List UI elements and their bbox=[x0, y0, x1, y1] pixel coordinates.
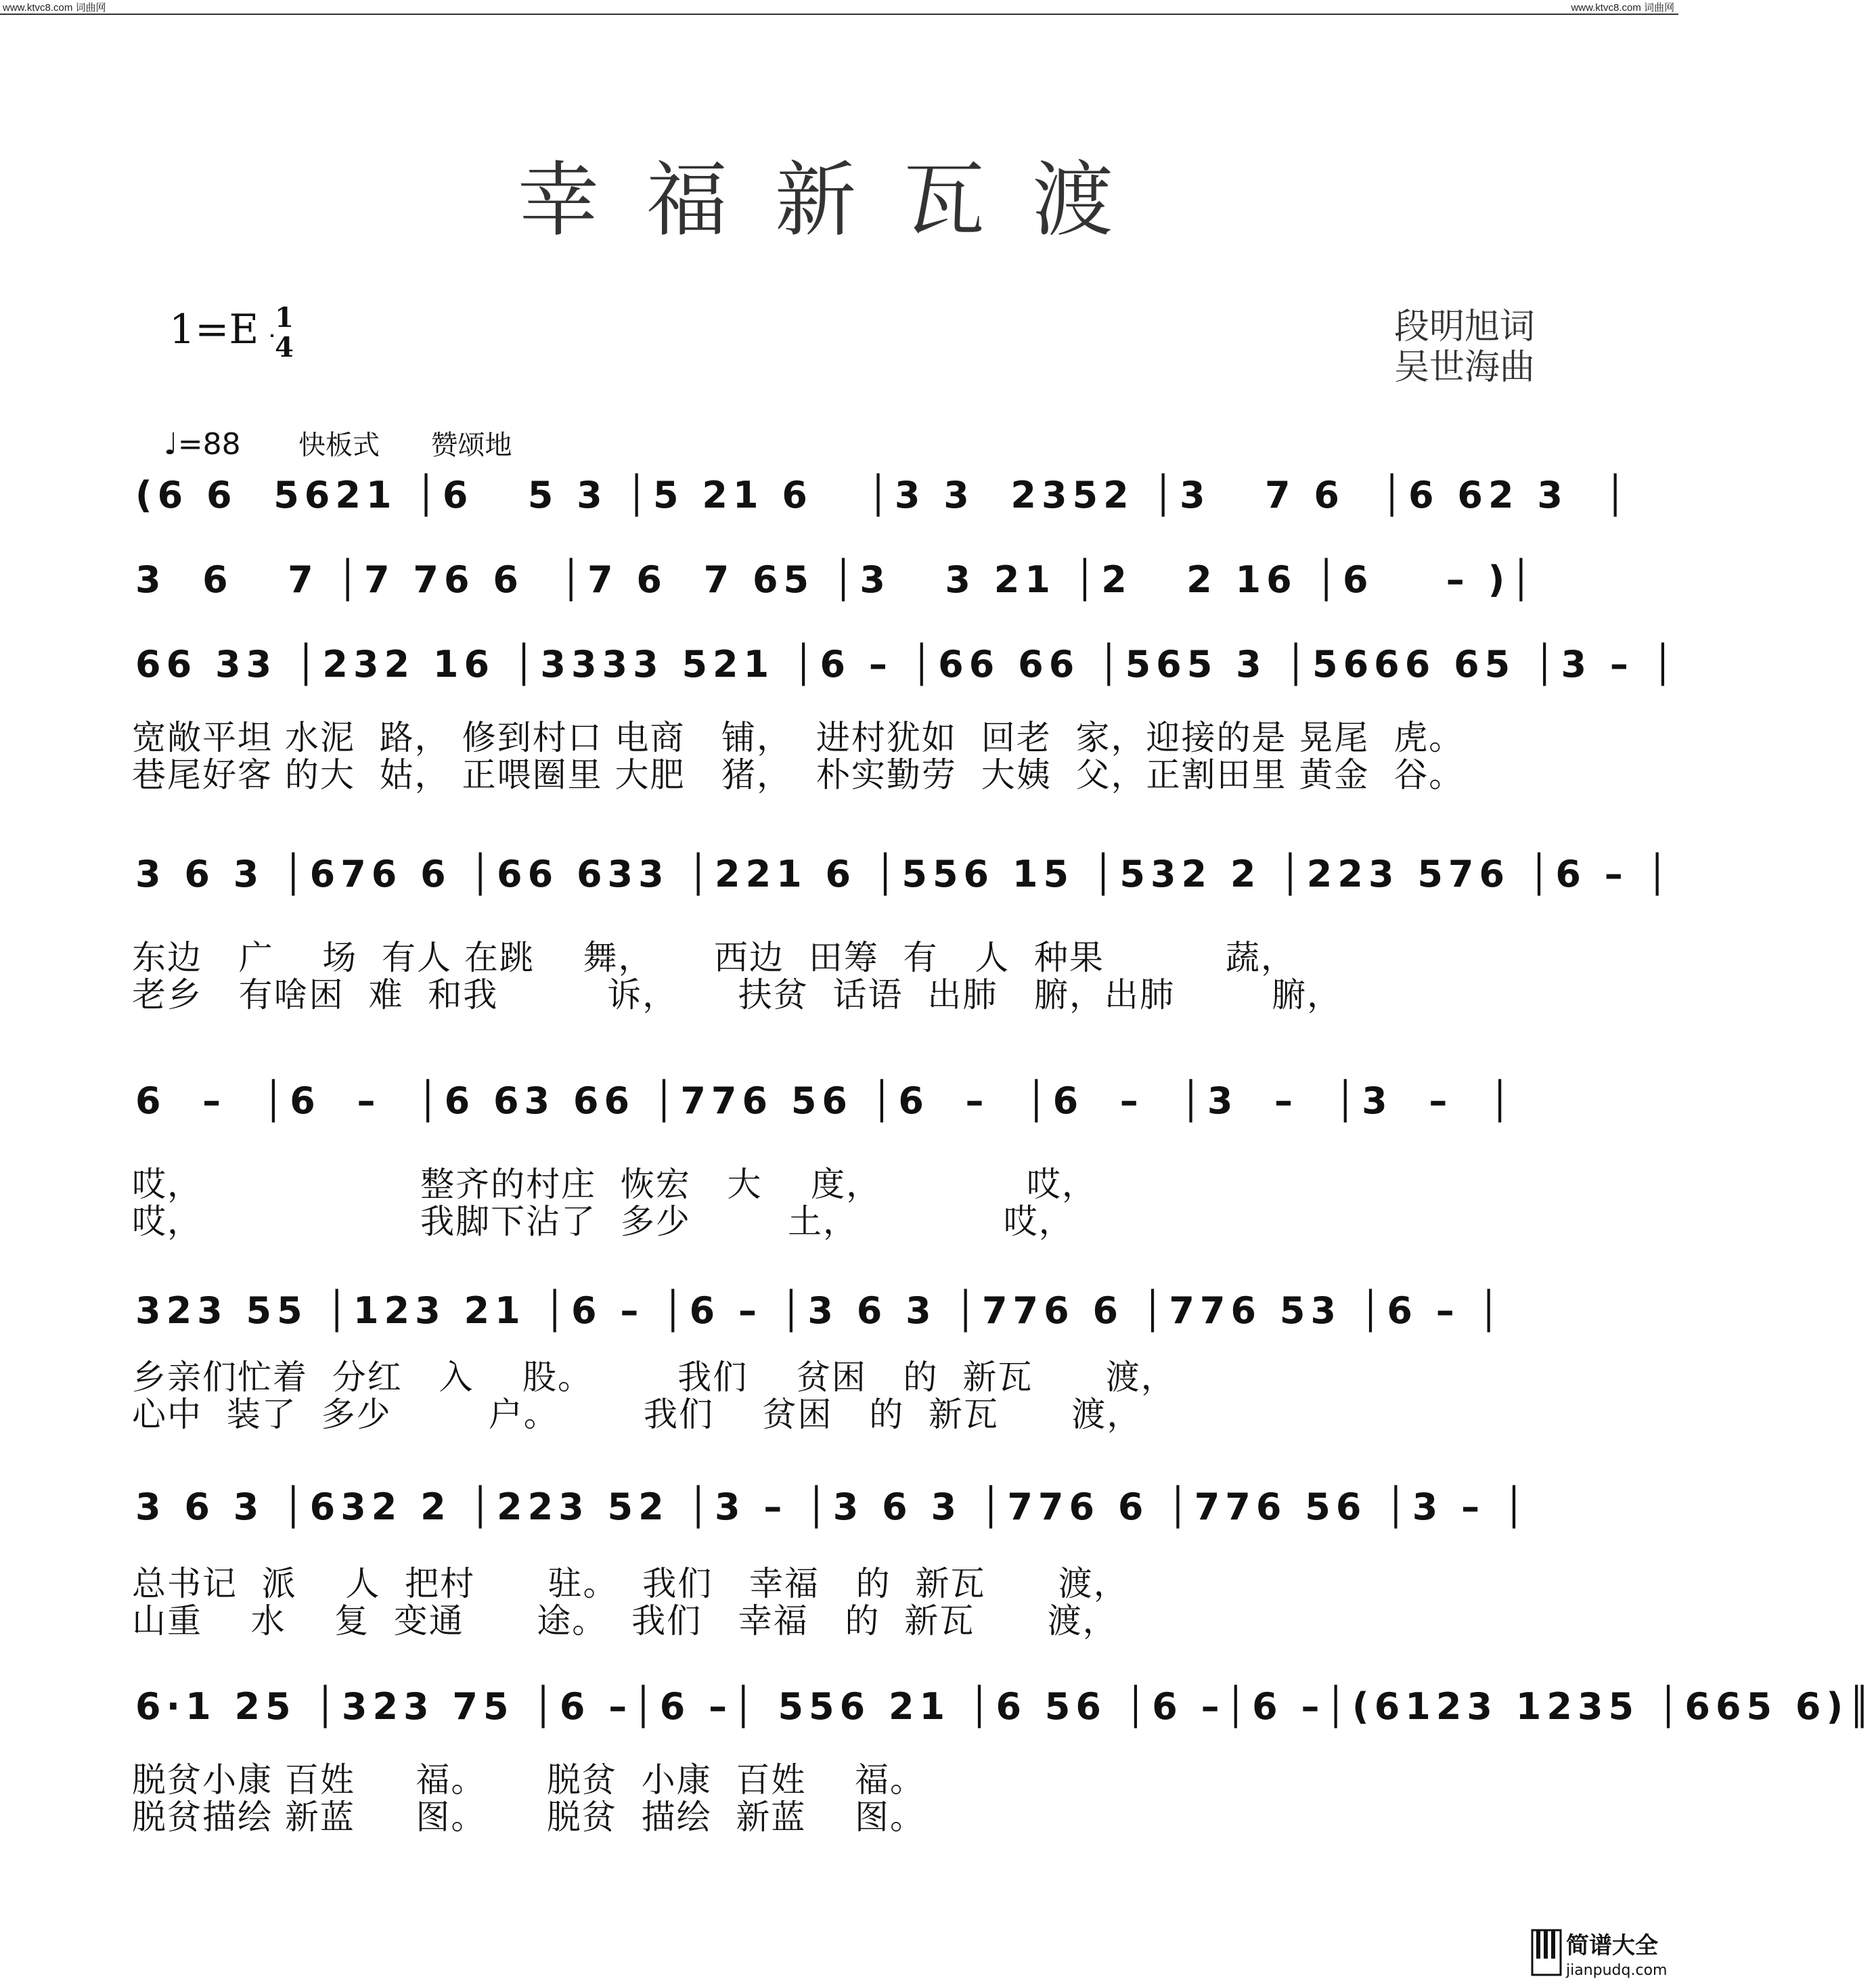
lyrics-verse-1: 宽敞平坦 水泥 路， 修到村口 电商 铺， 进村犹如 回老 家，迎接的是 晃尾 虎。 bbox=[132, 718, 1465, 757]
lyrics-verse-2: 哎， 我脚下沾了 多少 土， 哎， bbox=[132, 1202, 1074, 1241]
logo-black-key bbox=[1551, 1930, 1555, 1959]
song-title: 幸福新瓦渡 bbox=[518, 154, 1161, 248]
tempo-marking: ♩=88 bbox=[164, 427, 241, 462]
composer-credit: 吴世海曲 bbox=[1394, 347, 1536, 388]
lyrics-verse-2: 老乡 有啥困 难 和我 诉， 扶贫 话语 出肺 腑，出肺 腑， bbox=[132, 975, 1343, 1014]
key-signature: 1=E bbox=[169, 306, 259, 353]
fraction-bar bbox=[271, 334, 273, 337]
watermark-left: www.ktvc8.com 词曲网 bbox=[3, 2, 106, 14]
lyrics-verse-1: 东边 广 场 有人 在跳 舞， 西边 田筹 有 人 种果 蔬， bbox=[132, 938, 1296, 977]
watermark-right: www.ktvc8.com 词曲网 bbox=[1571, 2, 1674, 14]
lyrics-verse-1: 哎， 整齐的村庄 恢宏 大 度， 哎， bbox=[132, 1165, 1097, 1204]
tempo-style-fast: 快板式 bbox=[298, 430, 380, 461]
staff-notes: 66 33 │232 16 │3333 521 │6 – │66 66 │565 3 │5666 65 │3 – │ bbox=[135, 643, 1680, 686]
top-border bbox=[0, 14, 1678, 15]
time-numerator: 1 bbox=[275, 302, 294, 334]
logo-url-text: jianpudq.com bbox=[1566, 1962, 1668, 1979]
lyrics-verse-2: 脱贫描绘 新蓝 图。 脱贫 描绘 新蓝 图。 bbox=[132, 1798, 925, 1837]
logo-black-key bbox=[1544, 1930, 1548, 1959]
lyrics-verse-2: 山重 水 复 变通 途。 我们 幸福 的 新瓦 渡， bbox=[132, 1601, 1118, 1641]
jianpu-site-logo bbox=[1531, 1921, 1673, 1982]
staff-notes: (6 6 5621 │6 5 3 │5 21 6 │3 3 2352 │3 7 6 │6 62 3 │ bbox=[135, 474, 1632, 516]
staff-notes: 323 55 │123 21 │6 – │6 – │3 6 3 │776 6 │776 53 │6 – │ bbox=[135, 1289, 1506, 1332]
logo-brand-text: 简谱大全 bbox=[1566, 1932, 1658, 1959]
lyrics-verse-1: 乡亲们忙着 分红 入 股。 我们 贫困 的 新瓦 渡， bbox=[132, 1358, 1176, 1397]
lyrics-verse-1: 总书记 派 人 把村 驻。 我们 幸福 的 新瓦 渡， bbox=[132, 1564, 1129, 1603]
tempo-line bbox=[164, 424, 512, 462]
staff-notes: 3 6 3 │676 6 │66 633 │221 6 │556 15 │532 2 │223 576 │6 – │ bbox=[135, 853, 1674, 895]
staff-notes: 3 6 7 │7 76 6 │7 6 7 65 │3 3 21 │2 2 16 │6 – )│ bbox=[135, 558, 1538, 601]
lyrics-verse-2: 巷尾好客 的大 姑， 正喂圈里 大肥 猪， 朴实勤劳 大姨 父，正割田里 黄金 谷。 bbox=[132, 755, 1465, 795]
logo-black-key bbox=[1536, 1930, 1540, 1959]
lyricist-credit: 段明旭词 bbox=[1394, 307, 1536, 347]
staff-notes: 3 6 3 │632 2 │223 52 │3 – │3 6 3 │776 6 │776 56 │3 – │ bbox=[135, 1486, 1531, 1528]
tempo-style-praise: 赞颂地 bbox=[430, 430, 512, 461]
staff-notes: 6·1 25 │323 75 │6 –│6 –│ 556 21 │6 56 │6 –│6 –│(6123 1235 │665 6)║ bbox=[135, 1685, 1876, 1728]
staff-notes: 6 – │6 – │6 63 66 │776 56 │6 – │6 – │3 – │3 – │ bbox=[135, 1079, 1517, 1122]
lyrics-verse-2: 心中 装了 多少 户。 我们 贫困 的 新瓦 渡， bbox=[132, 1395, 1142, 1434]
time-signature bbox=[271, 303, 298, 363]
time-denominator: 4 bbox=[275, 332, 294, 363]
lyrics-verse-1: 脱贫小康 百姓 福。 脱贫 小康 百姓 福。 bbox=[132, 1760, 925, 1800]
